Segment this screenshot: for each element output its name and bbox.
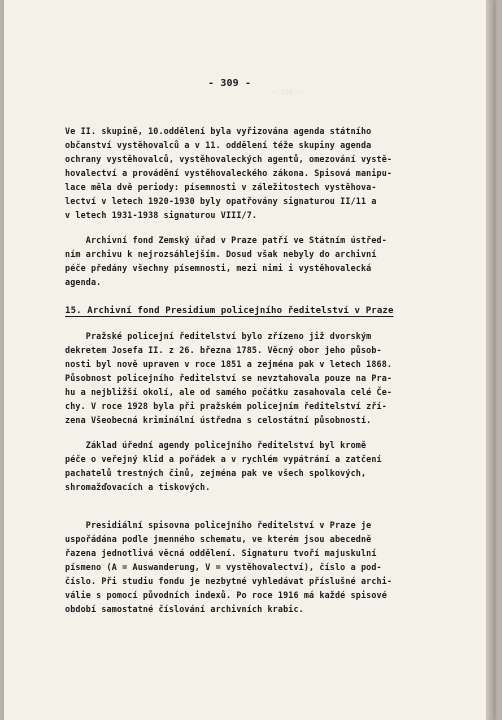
- document-page: [4, 0, 494, 720]
- paragraph-emigration-agenda: Ve II. skupině, 10.oddělení byla vyřizována agenda státního občanství vystěhovalců a v 11. oddělení téže skupiny agenda ochrany vystěhovalců, vystěhovaleckých agentů, omezování vystě- hovalectví a provádění vystěhovaleckého zákona. Spisová manipu- lace měla dvě periody: písemnosti v záležitostech vystěhova- lectví v letech 1920-1930 byly opatřovány signaturou II/11 a v letech 1931-1938 signaturou VIII/7.: [65, 126, 393, 221]
- page-edge-shadow: [486, 0, 494, 720]
- paragraph-office-agenda: Základ úřední agendy policejního ředitelství byl kromě péče o veřejný klid a pořádek a v rychlém vypátrání a zatčení pachatelů trestných činů, zejména pak ve všech spolkových, shromažďovacích a tiskových.: [65, 440, 382, 493]
- paragraph-archive-fond: Archivní fond Zemský úřad v Praze patří ve Státním ústřed- ním archivu k nejrozsáhlejším. Dosud však nebyly do archivní péče předány všechny písemnosti, mezi nimi i vystěhovalecká agenda.: [65, 235, 387, 288]
- paragraph-registry: Presidiální spisovna policejního ředitelství v Praze je uspořádána podle jmenného schematu, ve kterém jsou abecedně řazena jednotlivá věcná oddělení. Signaturu tvoří majuskulní písmeno (A = Auswanderung, V = vystěhovalectví), číslo a pod- číslo. Při studiu fondu je nezbytné vyhledávat příslušné archi- válie s pomocí původních indexů. Po roce 1916 má každé spisové období samostatné číslování archivních krabic.: [65, 520, 393, 615]
- section-heading: 15. Archivní fond Presidium policejního ředitelství v Praze: [65, 306, 394, 316]
- paragraph-police-directorate: Pražské policejní ředitelství bylo zřízeno již dvorským dekretem Josefa II. z 26. března 1785. Věcný obor jeho působ- nosti byl nově upraven v roce 1851 a zejména pak v letech 1868. Působnost policejního ředitelství se nevztahovala pouze na Pra- hu a nejbližší okolí, ale od samého počátku zasahovala celé Če- chy. V roce 1928 byla při pražském policejním ředitelství zří- zena Všeobecná kriminální ústředna s celostátní působností.: [65, 331, 393, 426]
- page-number: - 309 -: [208, 78, 252, 89]
- show-through-text: — 310 —: [272, 88, 302, 96]
